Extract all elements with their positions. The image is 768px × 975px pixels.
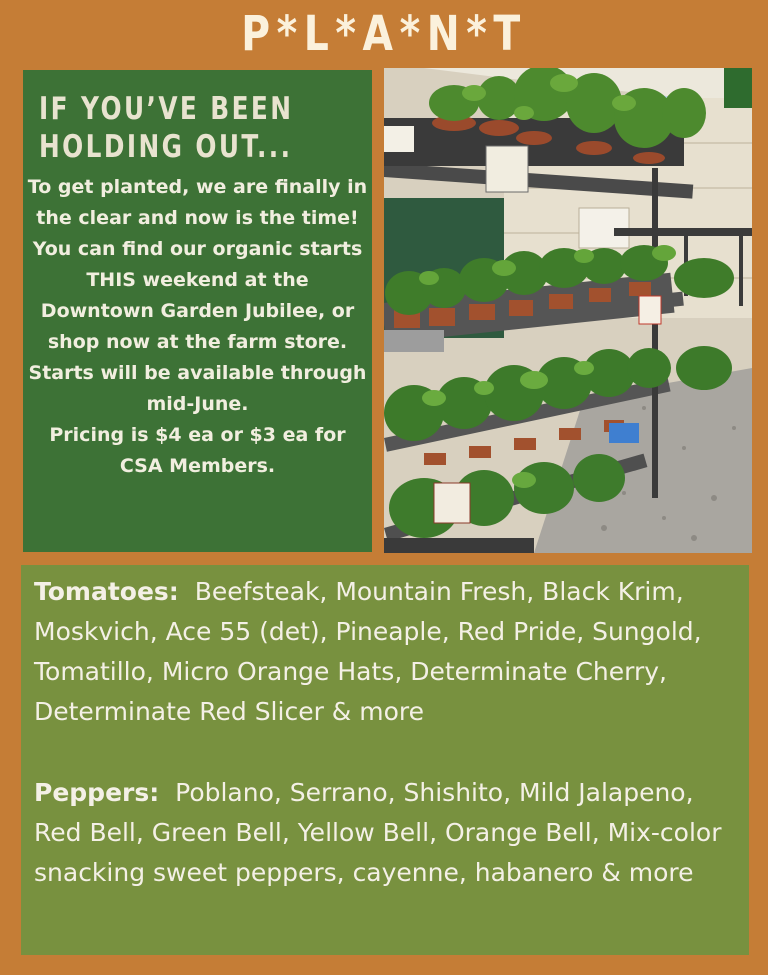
tomatoes-label: Tomatoes: <box>34 577 179 606</box>
intro-panel <box>23 70 372 552</box>
intro-body <box>27 172 368 482</box>
varieties-panel <box>21 565 749 955</box>
tomatoes-varieties: Beefsteak, Mountain Fresh, Black Krim, Moskvich, Ace 55 (det), Pineaple, Red Pride, Sungold, Tomatillo, Micro Orange Hats, Determinate Cherry, Determinate Red Slicer & more <box>34 577 702 726</box>
page-title: P*L*A*N*T <box>241 6 527 62</box>
peppers-label: Peppers: <box>34 778 160 807</box>
peppers-varieties: Poblano, Serrano, Shishito, Mild Jalapeno, Red Bell, Green Bell, Yellow Bell, Orange Bell, Mix-color snacking sweet peppers, cayenne, habanero & more <box>34 778 722 887</box>
tomatoes-list <box>34 572 735 732</box>
plant-starts-photo <box>384 68 752 553</box>
intro-paragraph: Starts will be available through mid-June. <box>28 362 367 415</box>
intro-heading-line-2: HOLDING OUT... <box>39 129 293 165</box>
plant-starts-illustration <box>384 68 752 553</box>
intro-paragraph: To get planted, we are finally in the clear and now is the time! <box>27 176 368 229</box>
intro-heading-line-1: IF YOU’VE BEEN <box>39 91 294 127</box>
intro-heading <box>39 90 295 166</box>
intro-paragraph: You can find our organic starts THIS weekend at the Downtown Garden Jubilee, or shop now at the farm store. <box>32 238 363 353</box>
intro-paragraph: Pricing is $4 ea or $3 ea for CSA Members. <box>49 424 346 477</box>
spacer <box>34 732 735 773</box>
peppers-list <box>34 773 735 893</box>
